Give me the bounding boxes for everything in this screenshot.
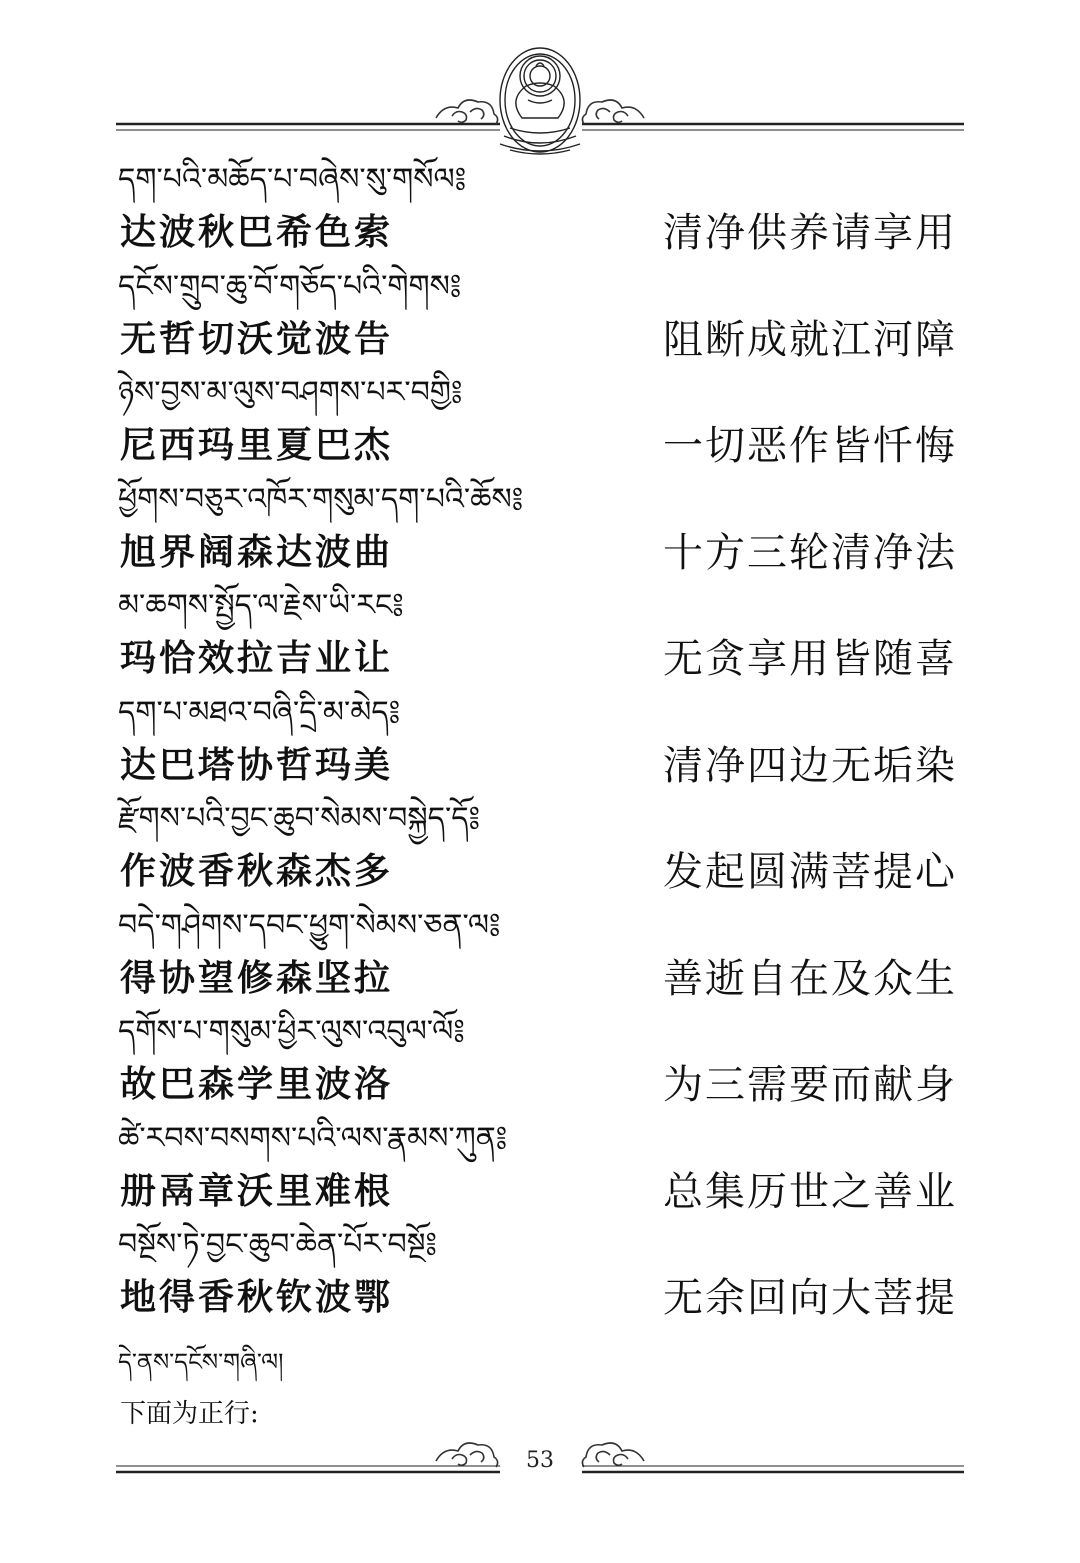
verse-7 bbox=[118, 797, 968, 904]
tibetan-line: མ་ཆགས་སྤྱོད་ལ་རྗེས་ཡི་རང༔ bbox=[118, 588, 404, 623]
translation-line: 发起圆满菩提心 bbox=[663, 849, 957, 895]
translation-line: 为三需要而献身 bbox=[663, 1062, 957, 1108]
phonetic-line: 尼西玛里夏巴杰 bbox=[120, 425, 394, 466]
translation-line: 阻断成就江河障 bbox=[663, 316, 957, 363]
verse-1 bbox=[118, 158, 968, 265]
phonetic-line: 达波秋巴希色索 bbox=[120, 212, 394, 253]
translation-line: 清净四边无垢染 bbox=[663, 742, 957, 789]
page-number: 53 bbox=[526, 1448, 554, 1473]
phonetic-line: 册鬲章沃里难根 bbox=[120, 1170, 394, 1212]
tibetan-line: བདེ་གཤེགས་དབང་ཕྱུག་སེམས་ཅན་ལ༔ bbox=[118, 907, 501, 943]
translation-line: 总集历世之善业 bbox=[663, 1168, 957, 1215]
phonetic-line: 玛恰效拉吉业让 bbox=[120, 638, 394, 679]
phonetic-line: 故巴森学里波洛 bbox=[120, 1064, 394, 1105]
header-ornament bbox=[0, 0, 1080, 170]
translation-line: 清净供养请享用 bbox=[663, 210, 957, 256]
verse-2 bbox=[118, 265, 968, 372]
verse-10 bbox=[118, 1117, 968, 1224]
verse-6 bbox=[118, 691, 968, 798]
tibetan-line: དག་པའི་མཆོད་པ་བཞེས་སུ་གསོལ༔ bbox=[118, 162, 467, 197]
tibetan-line: དག་པ་མཐའ་བཞི་དྲི་མ་མེད༔ bbox=[118, 694, 401, 730]
phonetic-line: 旭界阔森达波曲 bbox=[120, 531, 394, 573]
tibetan-line: ཚེ་རབས་བསགས་པའི་ལས་རྣམས་ཀུན༔ bbox=[118, 1120, 508, 1156]
cloud-ornament-right bbox=[582, 100, 644, 124]
tibetan-line: ཉེས་བྱས་མ་ལུས་བཤགས་པར་བགྱི༔ bbox=[118, 375, 463, 410]
buddha-icon bbox=[500, 48, 580, 154]
phonetic-line: 地得香秋钦波鄂 bbox=[120, 1277, 394, 1318]
tibetan-line: དངོས་གྲུབ་ཆུ་བོ་གཅོད་པའི་གེགས༔ bbox=[118, 268, 462, 304]
verse-9 bbox=[118, 1010, 968, 1117]
verse-11 bbox=[118, 1223, 968, 1330]
phonetic-line: 无哲切沃觉波告 bbox=[120, 318, 394, 360]
tibetan-line: དགོས་པ་གསུམ་ཕྱིར་ལུས་འབུལ་ལོ༔ bbox=[118, 1014, 465, 1049]
outro-chinese: 下面为正行: bbox=[120, 1399, 259, 1429]
outro-tibetan: དེ་ནས་དངོས་གཞི་ལ། bbox=[118, 1348, 284, 1376]
phonetic-line: 达巴塔协哲玛美 bbox=[120, 744, 394, 786]
verse-list bbox=[118, 158, 968, 1330]
cloud-ornament-left bbox=[436, 1443, 498, 1467]
cloud-ornament-left bbox=[436, 100, 498, 124]
translation-line: 十方三轮清净法 bbox=[663, 529, 957, 576]
tibetan-line: རྫོགས་པའི་བྱང་ཆུབ་སེམས་བསྐྱེད་དོ༔ bbox=[118, 801, 481, 836]
translation-line: 一切恶作皆忏悔 bbox=[663, 423, 957, 469]
verse-3 bbox=[118, 371, 968, 478]
tibetan-line: བསྔོས་ཏེ་བྱང་ཆུབ་ཆེན་པོར་བསྔོ༔ bbox=[118, 1227, 437, 1262]
verse-5 bbox=[118, 584, 968, 691]
translation-line: 无贪享用皆随喜 bbox=[663, 636, 957, 682]
cloud-ornament-right bbox=[582, 1443, 644, 1467]
verse-4 bbox=[118, 478, 968, 585]
phonetic-line: 得协望修森坚拉 bbox=[120, 957, 394, 999]
translation-line: 无余回向大菩提 bbox=[663, 1275, 957, 1321]
phonetic-line: 作波香秋森杰多 bbox=[120, 851, 394, 892]
translation-line: 善逝自在及众生 bbox=[663, 955, 957, 1002]
tibetan-line: ཕྱོགས་བཅུར་འཁོར་གསུམ་དག་པའི་ཆོས༔ bbox=[118, 481, 524, 517]
verse-8 bbox=[118, 904, 968, 1011]
